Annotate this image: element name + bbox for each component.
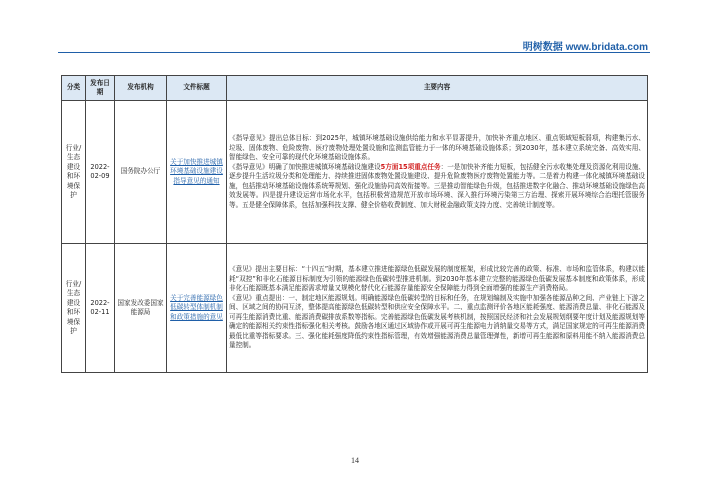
header-content: 主要内容 (227, 76, 648, 101)
table-row (62, 244, 648, 373)
content-text: ：一是加快补齐能力短板，包括健全污水收集处理及资源化利用设施、逐步提升生活垃圾分类和处理能力、持续推进固体废物处置设施建设、提升危险废物医疗废物处置能力等。二是着力构建一体化城镇环境基础设施，包括推动环境基础设施体系统筹规划、强化设施协同高效衔接等。三是推动智能绿色升级，包括推进数字化融合、推动环境基础设施绿色高效发展等。四是提升建设运营市场化水平，包括积极营造规范开放市场环境、深入推行环境污染第三方治理、探索开展环境综合治理托管服务等。五是健全保障体系，包括加强科技支撑、健全价格收费制度、加大财税金融政策支持力度、完善统计制度等。 (229, 162, 646, 209)
content-paragraph: 《指导意见》提出总体目标：到2025年，城镇环境基础设施供给能力和水平显著提升，加快补齐重点地区、重点领域短板弱项，构建集污水、垃圾、固体废物、危险废物、医疗废物处理处置设施和监测监管能力于一体的环境基础设施体系；到2030年，基本建立系统完备、高效实用、智能绿色、安全可靠的现代化环境基础设施体系。 (229, 134, 645, 161)
highlight-text: 5方面15项重点任务 (380, 162, 441, 171)
row-org: 国家发改委国家能源局 (115, 244, 167, 373)
header-date: 发布日期 (86, 76, 115, 101)
row-category: 行业/生态建设和环境保护 (62, 244, 86, 373)
row-date: 2022-02-11 (86, 244, 115, 373)
policy-table (61, 75, 648, 373)
row-org: 国务院办公厅 (115, 101, 167, 244)
table-row (62, 101, 648, 244)
row-content (227, 244, 648, 373)
row-category: 行业/生态建设和环境保护 (62, 101, 86, 244)
row-title-link[interactable]: 关于加快推进城镇环境基础设施建设指导意见的通知 (167, 101, 227, 244)
brand-logo-text: 明树数据 www.bridata.com (522, 42, 648, 53)
page-number: 14 (351, 456, 359, 465)
header-org: 发布机构 (115, 76, 167, 101)
table-header-row (62, 76, 648, 101)
header-category: 分类 (62, 76, 86, 101)
header-title: 文件标题 (167, 76, 227, 101)
content-paragraph (229, 163, 645, 211)
row-date: 2022-02-09 (86, 101, 115, 244)
row-title-link[interactable]: 关于完善能源绿色低碳转型体制机制和政策措施的意见 (167, 244, 227, 373)
header-rule (58, 52, 650, 53)
content-paragraph: 《意见》提出主要目标：“十四五”时期，基本建立推进能源绿色低碳发展的制度框架，形成比较完善的政策、标准、市场和监管体系，构建以能耗“双控”和非化石能源目标制度为引领的能源绿色低碳转型推进机制。到2030年基本建立完整的能源绿色低碳发展基本制度和政策体系，形成非化石能源既基本满足能源需求增量又规模化替代化石能源存量能源安全保障能力得到全面增强的能源生产消费格局。 (229, 265, 645, 293)
row-content (227, 101, 648, 244)
content-text: 《指导意见》明确了加快推进城镇环境基础设施建设 (229, 162, 381, 171)
content-paragraph: 《意见》重点提出：一、制定地区能源规划。明确能源绿色低碳转型的目标和任务，在规划编制及实施中加强各能源品种之间、产业链上下游之间、区域之间的协同互济，整体提高能源绿色低碳转型和供应安全保障水平。二、重点监测评价各地区能耗强度、能源消费总量、非化石能源及可再生能源消费比重、能源消费碳排放系数等指标。完善能源绿色低碳发展考核机制，按照国民经济和社会发展规划纲要年度计划及能源规划等确定的能源相关约束性指标强化相关考核。鼓励各地区通过区域协作或开展可再生能源电力消纳量交易等方式，满足国家规定的可再生能源消费最低比重等指标要求。三、强化能耗强度降低约束性指标管理，有效增强能源消费总量管理弹性，新增可再生能源和原料用能不纳入能源消费总量控制。 (229, 293, 645, 350)
